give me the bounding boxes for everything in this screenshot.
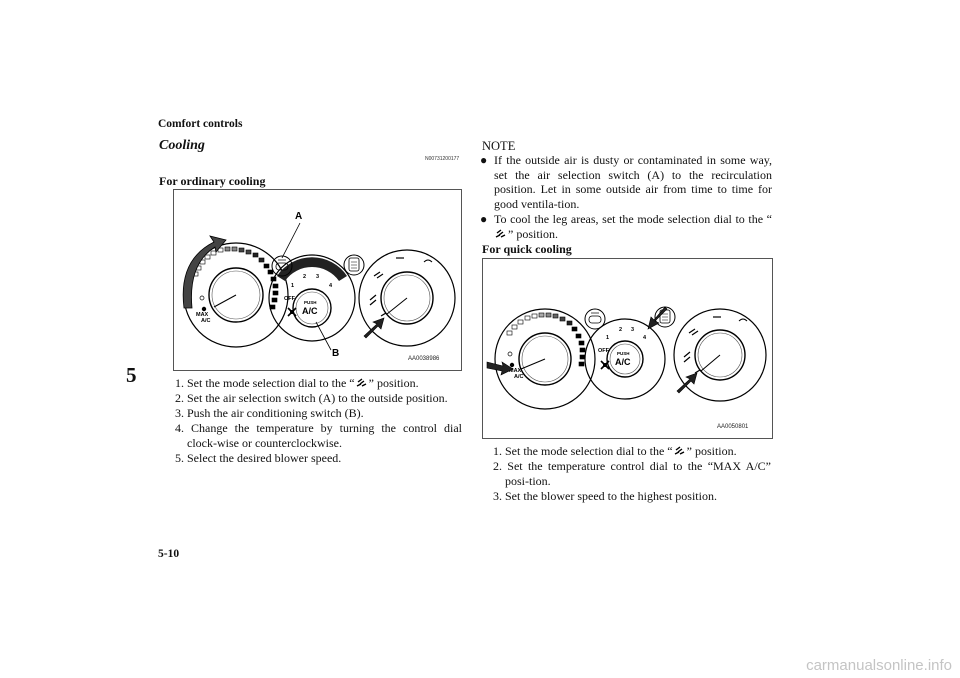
list-item: ● If the outside air is dusty or contaminated in some way, set the air selection switch (A) to the recirculation position. Let in some outside air from time to time for good ventila-tion. — [480, 153, 772, 211]
figure-code: AA0050801 — [717, 424, 749, 430]
off-label: OFF — [598, 348, 609, 354]
fan-speed-1: 1 — [291, 283, 295, 289]
list-item: 1. Set the mode selection dial to the “ ” position. — [493, 444, 737, 458]
list-item: 1. Set the mode selection dial to the “ ” position. — [175, 376, 419, 390]
pointer-arrow-icon — [364, 318, 384, 338]
push-label: PUSH — [304, 300, 317, 305]
page-number: 5-10 — [158, 548, 180, 560]
list-item: 5. Select the desired blower speed. — [175, 451, 342, 465]
callout-a: A — [295, 211, 303, 222]
list-item: 3. Set the blower speed to the highest position. — [493, 489, 717, 503]
climate-control-panel-diagram — [483, 259, 772, 438]
air-selection-switch — [585, 309, 605, 329]
note-label: NOTE — [482, 139, 516, 153]
rotation-arrow-icon — [183, 236, 226, 308]
fan-speed-2: 2 — [619, 327, 623, 333]
fan-icon — [288, 308, 296, 316]
ordinary-cooling-steps — [175, 376, 462, 466]
max-label: MAX — [196, 312, 209, 318]
max-label: MAX — [509, 368, 522, 374]
face-foot-mode-icon — [673, 445, 687, 456]
fan-speed-2: 2 — [303, 274, 307, 280]
list-item: 2. Set the air selection switch (A) to the outside position. — [175, 391, 448, 405]
ac-label: A/C — [615, 357, 631, 367]
doc-code: N00731200177 — [425, 156, 460, 162]
page-title: Cooling — [159, 138, 205, 153]
face-foot-mode-icon — [355, 377, 369, 388]
rear-defroster-switch — [344, 255, 364, 275]
fan-speed-1: 1 — [606, 335, 610, 341]
quick-cooling-figure — [482, 258, 773, 439]
face-foot-mode-icon — [494, 228, 508, 239]
note-list — [480, 153, 772, 242]
fan-speed-dial — [585, 319, 665, 399]
fan-speed-4: 4 — [329, 283, 333, 289]
figure-code: AA0038986 — [408, 356, 440, 362]
quick-cooling-steps — [493, 444, 771, 504]
list-item: 2. Set the temperature control dial to the “MAX A/C” posi-tion. — [493, 459, 771, 488]
temperature-dial — [495, 309, 595, 409]
fan-speed-dial — [269, 255, 355, 341]
climate-control-panel-diagram — [174, 190, 461, 370]
chapter-tab: 5 — [126, 363, 137, 387]
off-label: OFF — [284, 296, 295, 302]
quick-cooling-heading: For quick cooling — [482, 242, 572, 256]
ac-label: A/C — [302, 306, 318, 316]
fan-speed-3: 3 — [316, 274, 320, 280]
bullet-icon: ● — [480, 153, 488, 167]
max-ac-label: A/C — [201, 318, 211, 324]
list-item: 3. Push the air conditioning switch (B). — [175, 406, 364, 420]
section-header: Comfort controls — [158, 118, 243, 130]
fan-speed-4: 4 — [643, 335, 647, 341]
push-label: PUSH — [617, 351, 630, 356]
bullet-icon: ● — [480, 212, 488, 226]
watermark: carmanualsonline.info — [806, 657, 952, 674]
mode-selection-dial — [359, 250, 455, 346]
ordinary-cooling-figure — [173, 189, 462, 371]
ordinary-cooling-heading: For ordinary cooling — [159, 174, 266, 188]
list-item: ● To cool the leg areas, set the mode selection dial to the “” position. — [480, 212, 772, 241]
fan-speed-3: 3 — [631, 327, 635, 333]
list-item: 4. Change the temperature by turning the control dial clock-wise or counterclockwise. — [175, 421, 462, 450]
max-ac-label: A/C — [514, 374, 524, 380]
callout-b: B — [332, 348, 340, 359]
temperature-scale-icon — [193, 247, 278, 309]
pointer-arrow-icon — [677, 373, 697, 393]
mode-selection-dial — [674, 309, 766, 401]
